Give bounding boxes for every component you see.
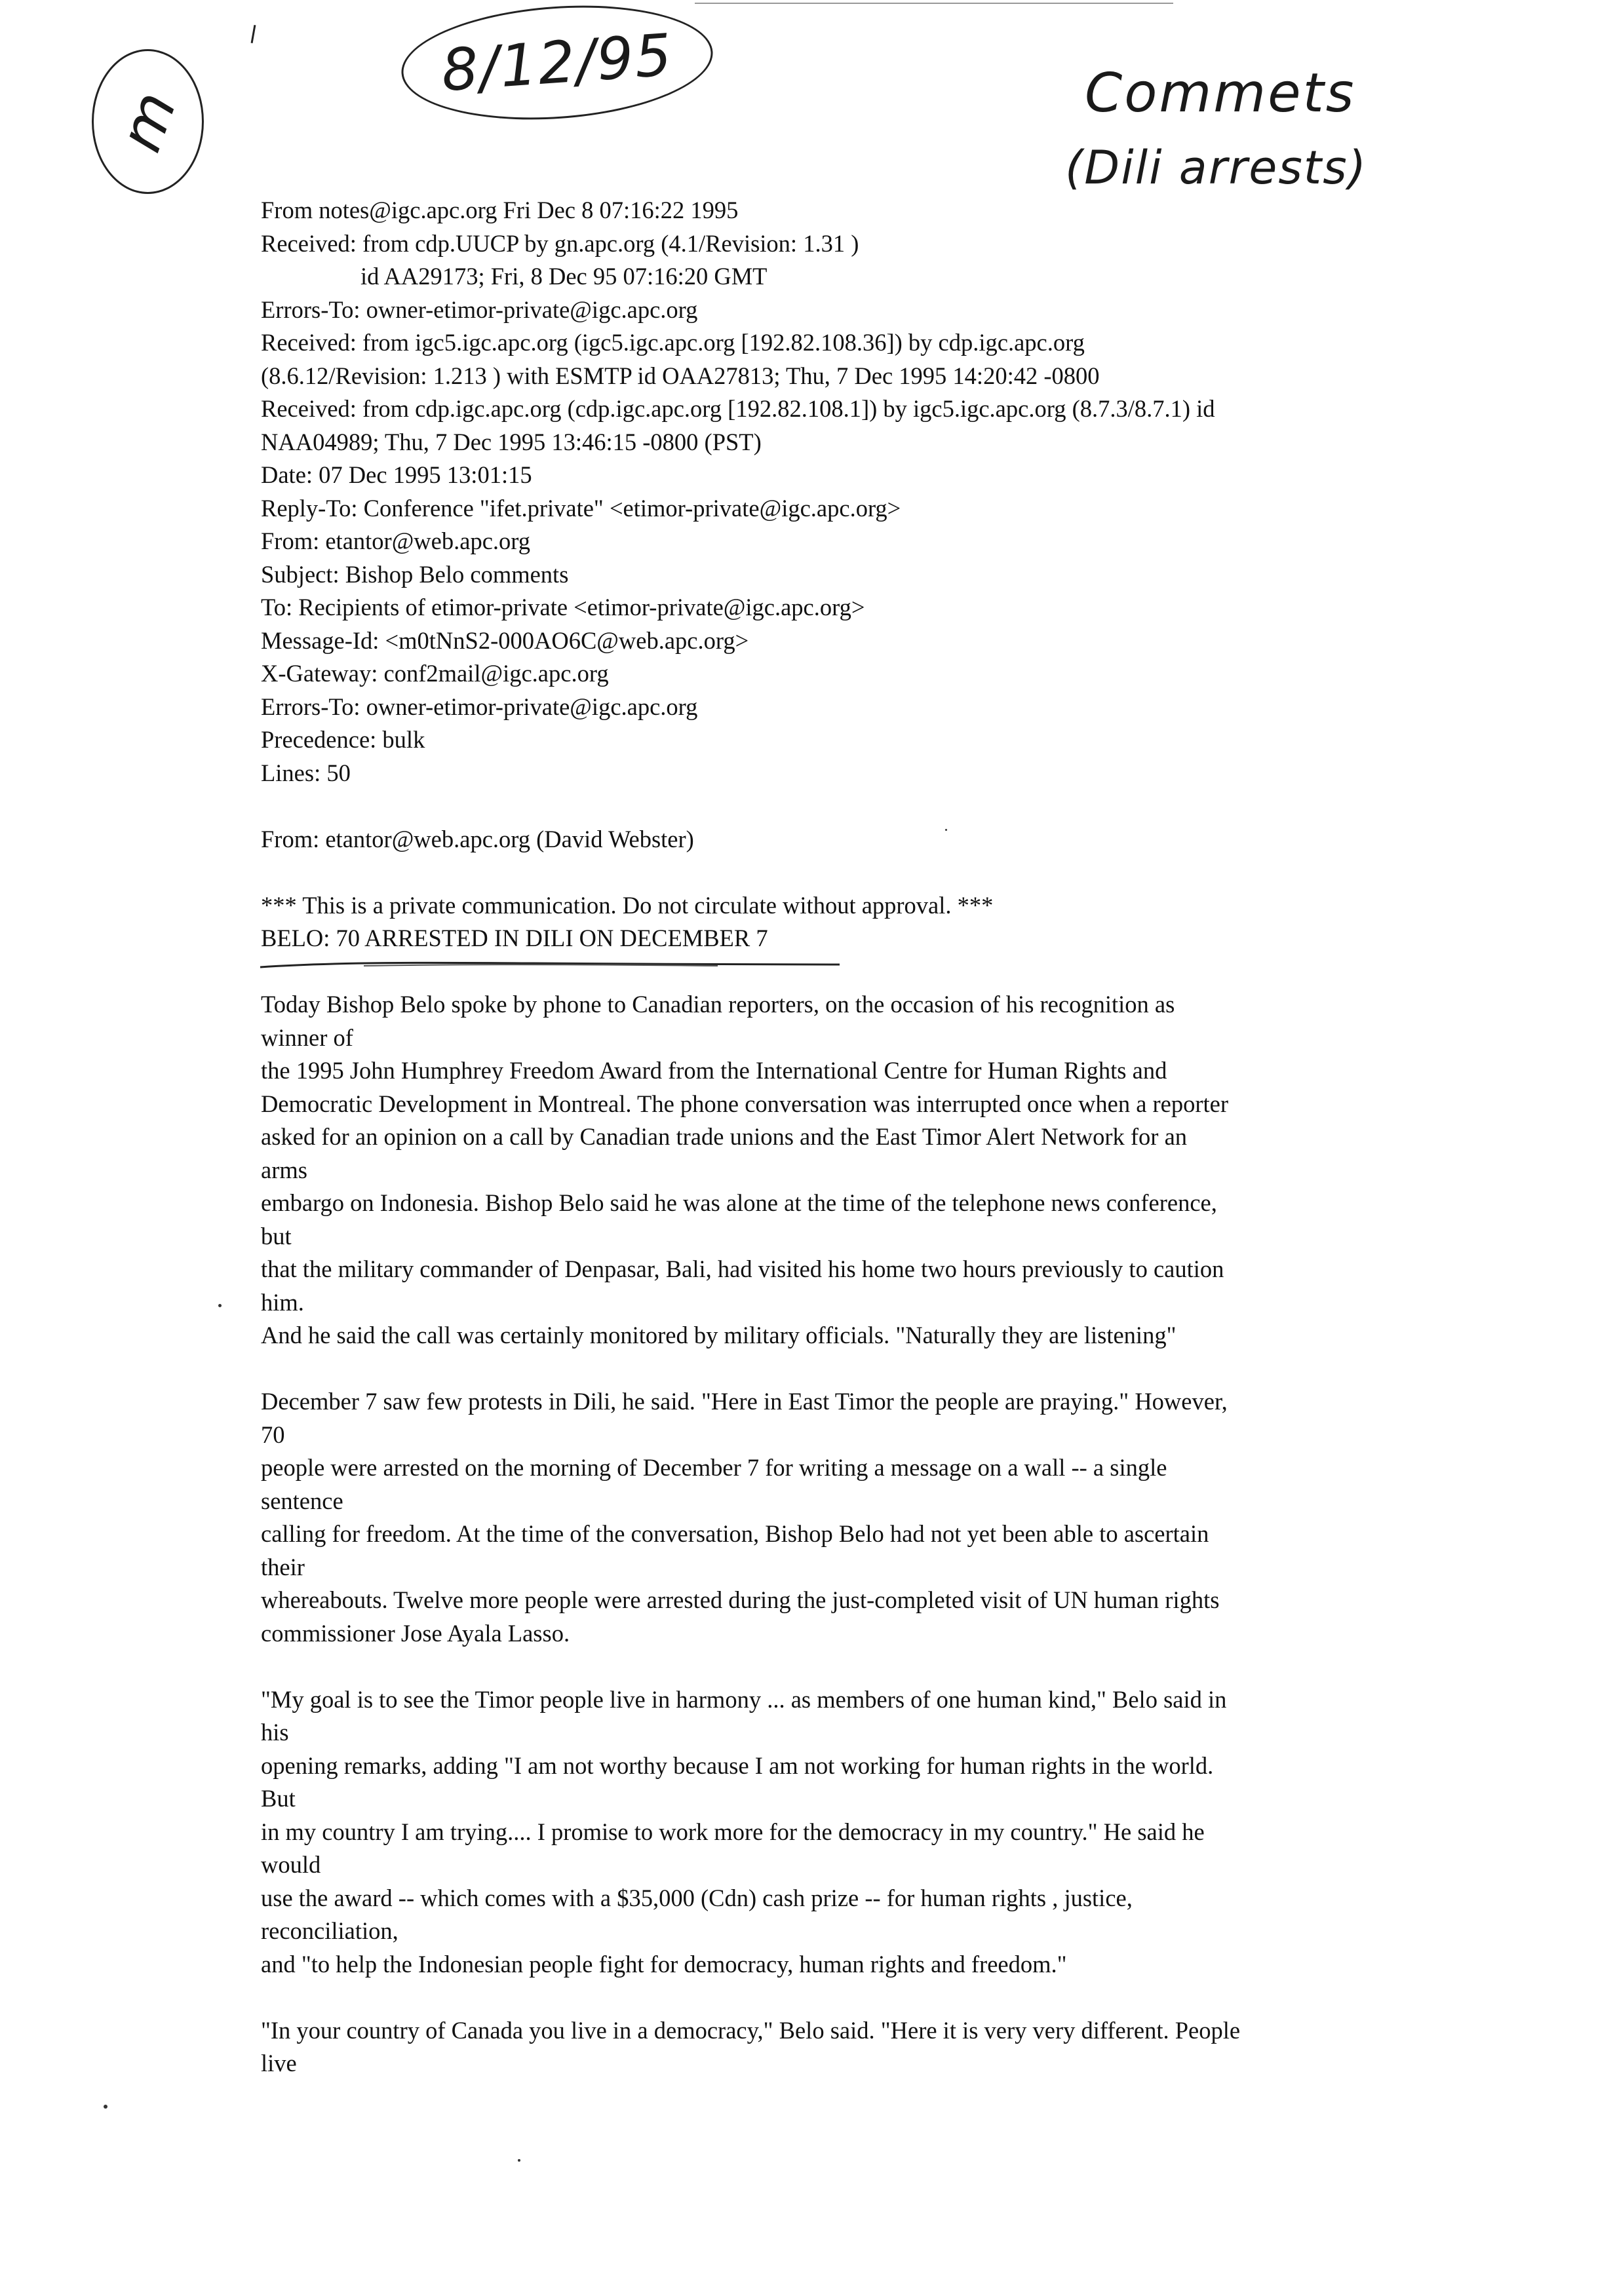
- body-line: the 1995 John Humphrey Freedom Award from the International Centre for Human Rights and: [261, 1057, 1167, 1084]
- handwritten-date-circled: [398, 0, 717, 129]
- header-line: id AA29173; Fri, 8 Dec 95 07:16:20 GMT: [360, 263, 768, 290]
- private-notice: *** This is a private communication. Do not circulate without approval. ***: [261, 891, 994, 919]
- body-line: December 7 saw few protests in Dili, he said. "Here in East Timor the people are praying." However,: [261, 1388, 1228, 1415]
- scan-edge-line: [695, 3, 1173, 4]
- body-line: sentence: [261, 1487, 343, 1514]
- header-line: NAA04989; Thu, 7 Dec 1995 13:46:15 -0800 (PST): [261, 428, 762, 455]
- headline: BELO: 70 ARRESTED IN DILI ON DECEMBER 7: [261, 925, 768, 951]
- email-printout: [261, 194, 1414, 2080]
- body-line: Today Bishop Belo spoke by phone to Canadian reporters, on the occasion of his recognition as: [261, 991, 1175, 1018]
- from-line: From: etantor@web.apc.org (David Webster): [261, 825, 694, 852]
- header-line: Subject: Bishop Belo comments: [261, 560, 569, 588]
- header-line: Errors-To: owner-etimor-private@igc.apc.org: [261, 296, 698, 323]
- handwritten-note-dili-arrests: (Dili arrests): [1065, 141, 1368, 195]
- header-line: X-Gateway: conf2mail@igc.apc.org: [261, 660, 609, 687]
- body-paragraph: [261, 988, 1414, 1352]
- pen-mark: [251, 25, 256, 43]
- body-line: Democratic Development in Montreal. The phone conversation was interrupted once when a reporter: [261, 1090, 1229, 1117]
- spacer: [261, 790, 1414, 823]
- body-line: and "to help the Indonesian people fight for democracy, human rights and freedom.": [261, 1950, 1067, 1978]
- body-line: that the military commander of Denpasar, Bali, had visited his home two hours previously to caution: [261, 1255, 1224, 1282]
- header-line: Received: from igc5.igc.apc.org (igc5.igc.apc.org [192.82.108.36]) by cdp.igc.apc.org: [261, 329, 1085, 356]
- body-line: "In your country of Canada you live in a democracy," Belo said. "Here it is very very different. People: [261, 2016, 1241, 2044]
- body-line: But: [261, 1785, 296, 1812]
- handwritten-circled-letter: [92, 49, 204, 194]
- body-line: people were arrested on the morning of December 7 for writing a message on a wall -- a single: [261, 1454, 1167, 1481]
- spacer: [261, 1650, 1414, 1683]
- body-paragraph: [261, 1683, 1414, 1981]
- body-line: winner of: [261, 1024, 353, 1051]
- body-line: live: [261, 2050, 297, 2076]
- body-line: commissioner Jose Ayala Lasso.: [261, 1619, 570, 1647]
- speck: [518, 2159, 520, 2162]
- body-line: his: [261, 1719, 289, 1746]
- body-line: calling for freedom. At the time of the conversation, Bishop Belo had not yet been able to ascertain: [261, 1520, 1209, 1547]
- header-line: Message-Id: <m0tNnS2-000AO6C@web.apc.org>: [261, 626, 749, 654]
- speck: [945, 829, 947, 831]
- body-line: "My goal is to see the Timor people live in harmony ... as members of one human kind," Belo said in: [261, 1685, 1227, 1713]
- hand-drawn-underline: [259, 961, 841, 970]
- body-paragraph: [261, 2014, 1414, 2080]
- body-paragraph: [261, 1385, 1414, 1650]
- header-line: From: etantor@web.apc.org: [261, 527, 531, 554]
- header-line: Received: from cdp.UUCP by gn.apc.org (4.1/Revision: 1.31 ): [261, 229, 859, 257]
- header-line: From notes@igc.apc.org Fri Dec 8 07:16:22 1995: [261, 197, 739, 223]
- header-line: Date: 07 Dec 1995 13:01:15: [261, 461, 532, 488]
- header-line: Errors-To: owner-etimor-private@igc.apc.org: [261, 693, 698, 720]
- handwritten-note-comments: Commets: [1085, 62, 1356, 124]
- body-line: reconciliation,: [261, 1917, 399, 1944]
- body-line: him.: [261, 1288, 304, 1316]
- body-line: but: [261, 1222, 292, 1250]
- header-line: Received: from cdp.igc.apc.org (cdp.igc.apc.org [192.82.108.1]) by igc5.igc.apc.org (8.7.3/8.7.1) id: [261, 395, 1215, 422]
- body-line: in my country I am trying.... I promise to work more for the democracy in my country." He said he: [261, 1818, 1205, 1845]
- handwritten-date-text: 8/12/95: [439, 20, 675, 105]
- body-line: use the award -- which comes with a $35,000 (Cdn) cash prize -- for human rights , justice,: [261, 1884, 1133, 1911]
- spacer: [261, 1981, 1414, 2014]
- email-headers: [261, 194, 1414, 790]
- header-line: Precedence: bulk: [261, 726, 425, 753]
- body-line: And he said the call was certainly monitored by military officials. "Naturally they are listening": [261, 1322, 1177, 1349]
- body-line: asked for an opinion on a call by Canadian trade unions and the East Timor Alert Network for an: [261, 1123, 1188, 1150]
- body-line: would: [261, 1851, 321, 1878]
- speck: [104, 2105, 107, 2109]
- spacer: [261, 1352, 1414, 1386]
- body-line: embargo on Indonesia. Bishop Belo said he was alone at the time of the telephone news conference,: [261, 1189, 1217, 1216]
- header-line: To: Recipients of etimor-private <etimor-private@igc.apc.org>: [261, 594, 865, 621]
- body-line: 70: [261, 1421, 285, 1448]
- header-line: (8.6.12/Revision: 1.213 ) with ESMTP id OAA27813; Thu, 7 Dec 1995 14:20:42 -0800: [261, 362, 1100, 389]
- speck: [218, 1304, 222, 1307]
- header-line: Reply-To: Conference "ifet.private" <etimor-private@igc.apc.org>: [261, 494, 901, 522]
- spacer: [261, 856, 1414, 889]
- body-line: their: [261, 1553, 305, 1580]
- body-line: arms: [261, 1156, 307, 1183]
- body-line: whereabouts. Twelve more people were arrested during the just-completed visit of UN human rights: [261, 1586, 1220, 1613]
- handwritten-letter-text: m: [106, 83, 190, 161]
- body-line: opening remarks, adding "I am not worthy because I am not working for human rights in the world.: [261, 1751, 1214, 1779]
- header-line: Lines: 50: [261, 759, 351, 786]
